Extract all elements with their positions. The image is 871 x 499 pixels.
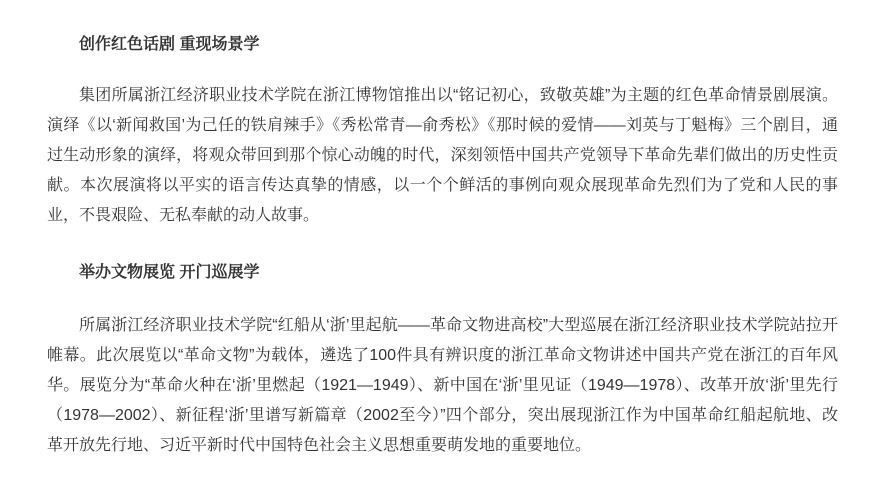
paragraph-red-drama: 集团所属浙江经济职业技术学院在浙江博物馆推出以“铭记初心，致敬英雄”为主题的红色革命情景剧展演。演绎《以‘新闻救国’为己任的铁肩辣手》《秀松常青—俞秀松》《那时候的爱情——刘英与丁魁梅》三个剧目，通过生动形象的演绎，将观众带回到那个惊心动魄的时代，深刻领悟中国共产党领导下革命先辈们做出的历史性贡献。本次展演将以平实的语言传达真挚的情感，以一个个鲜活的事例向观众展现革命先烈们为了党和人民的事业，不畏艰险、无私奉献的动人故事。 (47, 87, 838, 224)
section-heading-red-drama: 创作红色话剧 重现场景学 (79, 36, 260, 53)
section-heading-relic-exhibition: 举办文物展览 开门巡展学 (79, 264, 260, 281)
paragraph-relic-exhibition: 所属浙江经济职业技术学院“红船从‘浙’里起航——革命文物进高校”大型巡展在浙江经济职业技术学院站拉开帷幕。此次展览以“革命文物”为载体，遴选了100件具有辨识度的浙江革命文物讲述中国共产党在浙江的百年风华。展览分为“革命火种在‘浙’里燃起（1921—1949）、新中国在‘浙’里见证（1949—1978）、改革开放‘浙’里先行（1978—2002）、新征程‘浙’里谱写新篇章（2002至今）”四个部分，突出展现浙江作为中国革命红船起航地、改革开放先行地、习近平新时代中国特色社会主义思想重要萌发地的重要地位。 (47, 317, 838, 454)
section-red-drama (47, 30, 838, 231)
section-relic-exhibition (47, 258, 838, 461)
